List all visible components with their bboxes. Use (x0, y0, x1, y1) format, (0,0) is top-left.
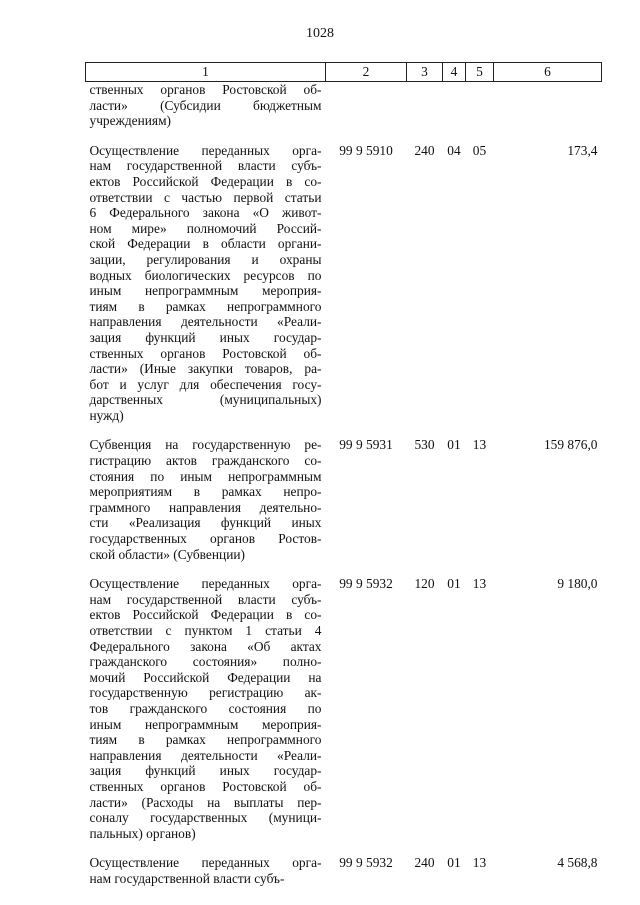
row-spacer (86, 129, 602, 143)
table-header (86, 63, 602, 82)
description-line: ской области» (Субвенции) (89, 546, 245, 562)
row-subsection: 13 (472, 576, 487, 592)
column-header-1: 1 (86, 63, 326, 82)
description-line: иным непрограммным мероприя- (89, 716, 322, 732)
row-section: 04 (447, 142, 461, 158)
row-subsection: 05 (472, 142, 487, 158)
description-line: ектов Российской Федерации в со- (89, 173, 322, 189)
row-subsection (466, 82, 494, 129)
header-row (86, 63, 602, 82)
row-spacer-cell (86, 423, 602, 437)
row-amount: 9 180,0 (557, 576, 598, 592)
column-header-5: 5 (466, 63, 494, 82)
row-expense-type: 530 (414, 437, 435, 453)
description-line: направления деятельности «Реали- (89, 314, 322, 330)
row-target-code (326, 82, 407, 129)
table-row (86, 82, 602, 129)
description-line: ственных органов Ростовской об- (89, 82, 322, 97)
description-line: тиям в рамках непрограммного (89, 298, 322, 314)
description-line: водных биологических ресурсов по (89, 267, 322, 283)
row-expense-type: 240 (414, 855, 435, 871)
row-target-code: 99 9 5932 (339, 576, 393, 592)
description-line: ответствии с частью первой статьи (89, 189, 322, 205)
description-line: граммного направления деятельно- (89, 499, 322, 515)
row-description (86, 437, 326, 562)
row-section: 01 (447, 437, 461, 453)
row-spacer-cell (86, 562, 602, 576)
description-line: соналу государственных (муници- (89, 810, 322, 826)
description-line: направления деятельности «Реали- (89, 747, 322, 763)
row-expense-type: 240 (414, 142, 435, 158)
description-line: Субвенция на государственную ре- (89, 437, 322, 453)
budget-table (85, 62, 602, 887)
row-spacer (86, 562, 602, 576)
description-line: Осуществление переданных орга- (89, 576, 322, 592)
description-line: нам государственной власти субъ- (89, 870, 285, 886)
row-expense-type: 120 (414, 576, 435, 592)
description-line: тиям в рамках непрограммного (89, 732, 322, 748)
row-amount: 4 568,8 (557, 855, 598, 871)
description-line: ласти» (Иные закупки товаров, ра- (89, 361, 322, 377)
column-header-2: 2 (326, 63, 407, 82)
row-description (86, 82, 326, 129)
description-line: иным непрограммным мероприя- (89, 283, 322, 299)
row-description (86, 576, 326, 841)
column-header-6: 6 (494, 63, 602, 82)
row-description (86, 855, 326, 886)
description-line: мероприятиям в рамках непро- (89, 484, 322, 500)
description-line: сти «Реализация функций иных (89, 515, 322, 531)
description-line: ственных органов Ростовской об- (89, 345, 322, 361)
row-section: 01 (447, 576, 461, 592)
row-spacer-cell (86, 129, 602, 143)
row-subsection: 13 (472, 855, 487, 871)
description-line: пальных) органов) (89, 825, 196, 841)
page-number: 1028 (306, 26, 334, 41)
row-spacer-cell (86, 841, 602, 855)
description-line: Осуществление переданных орга- (89, 855, 322, 871)
description-line: 6 Федерального закона «О живот- (89, 205, 322, 221)
description-line: зация функций иных государ- (89, 763, 322, 779)
column-header-3: 3 (407, 63, 443, 82)
description-line: нам государственной власти субъ- (89, 158, 322, 174)
row-section (443, 82, 466, 129)
description-line: государственных органов Ростов- (89, 531, 322, 547)
description-line: гистрацию актов гражданского со- (89, 453, 322, 469)
description-line: ектов Российской Федерации в со- (89, 607, 322, 623)
description-line: ответствии с пунктом 1 статьи 4 (89, 623, 322, 638)
row-target-code: 99 9 5931 (339, 437, 393, 453)
row-expense-type (407, 82, 443, 129)
description-line: бот и услуг для обеспечения госу- (89, 376, 322, 392)
description-line: зация функций иных государ- (89, 329, 322, 345)
row-target-code: 99 9 5910 (339, 142, 393, 158)
description-line: тов гражданского состояния по (89, 700, 322, 716)
row-spacer (86, 423, 602, 437)
row-amount (494, 82, 602, 129)
description-line: ственных органов Ростовской об- (89, 778, 322, 794)
table-row (86, 855, 602, 886)
row-spacer (86, 841, 602, 855)
description-line: государственную регистрацию ак- (89, 685, 322, 701)
row-subsection: 13 (472, 437, 487, 453)
description-line: дарственных (муниципальных) (89, 392, 322, 408)
table-row (86, 437, 602, 562)
table-body (86, 82, 602, 887)
row-target-code: 99 9 5932 (339, 855, 393, 871)
description-line: нужд) (89, 407, 124, 423)
row-amount: 173,4 (567, 142, 598, 158)
description-line: учреждениям) (89, 113, 172, 129)
column-header-4: 4 (443, 63, 466, 82)
table-row (86, 143, 602, 424)
description-line: стояния по иным непрограммным (89, 468, 322, 484)
description-line: Осуществление переданных орга- (89, 142, 322, 158)
table-row (86, 576, 602, 841)
description-line: нам государственной власти субъ- (89, 591, 322, 607)
row-section: 01 (447, 855, 461, 871)
description-line: ласти» (Субсидии бюджетным (89, 97, 322, 113)
description-line: гражданского состояния» полно- (89, 654, 322, 670)
description-line: ской Федерации в области органи- (89, 236, 322, 252)
description-line: мочий Российской Федерации на (89, 669, 322, 685)
description-line: Федерального закона «Об актах (89, 638, 322, 654)
row-amount: 159 876,0 (543, 437, 598, 453)
description-line: зации, регулирования и охраны (89, 251, 322, 267)
description-line: ном мире» полномочий Россий- (89, 220, 322, 236)
row-description (86, 143, 326, 424)
description-line: ласти» (Расходы на выплаты пер- (89, 794, 322, 810)
